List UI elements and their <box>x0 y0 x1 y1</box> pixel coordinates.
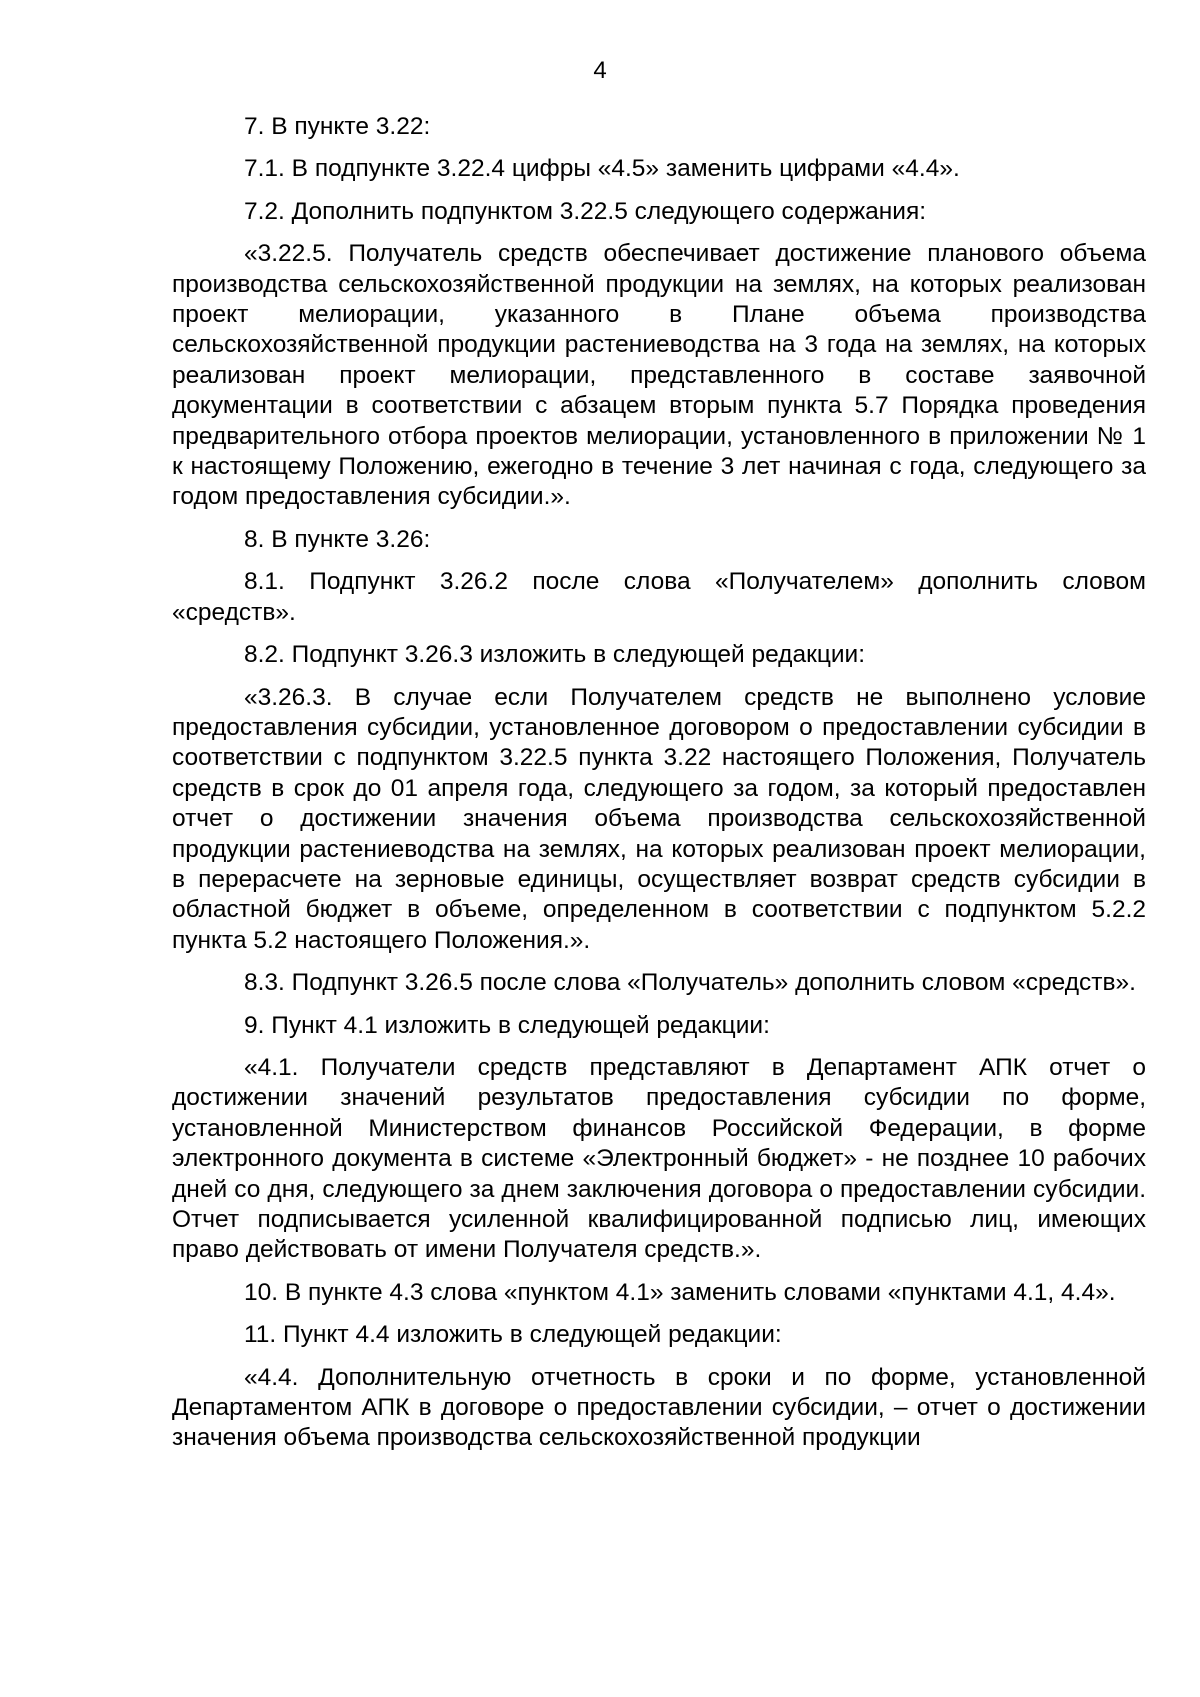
document-body <box>172 112 1146 1466</box>
paragraph-3-22-5: «3.22.5. Получатель средств обеспечивает достижение планового объема производства сельскохозяйственной продукции на землях, на которых реализован проект мелиорации, указанного в Плане объема производства сельскохозяйственной продукции растениеводства на 3 года на землях, на которых реализован проект мелиорации, представленного в составе заявочной документации в соответствии с абзацем вторым пункта 5.7 Порядка проведения предварительного отбора проектов мелиорации, установленного в приложении № 1 к настоящему Положению, ежегодно в течение 3 лет начиная с года, следующего за годом предоставления субсидии.». <box>172 240 1146 511</box>
paragraph-4-4: «4.4. Дополнительную отчетность в сроки и по форме, установленной Департаментом АПК в договоре о предоставлении субсидии, – отчет о достижении значения объема производства сельскохозяйственной продукции <box>172 1363 1146 1452</box>
paragraph-9: 9. Пункт 4.1 изложить в следующей редакции: <box>244 1011 770 1039</box>
paragraph-3-26-3: «3.26.3. В случае если Получателем средств не выполнено условие предоставления субсидии, установленное договором о предоставлении субсидии в соответствии с подпунктом 3.22.5 пункта 3.22 настоящего Положения, Получатель средств в срок до 01 апреля года, следующего за годом, за который предоставлен отчет о достижении значения объема производства сельскохозяйственной продукции растениеводства на землях, на которых реализован проект мелиорации, в перерасчете на зерновые единицы, осуществляет возврат средств субсидии в областной бюджет в объеме, определенном в соответствии с подпунктом 5.2.2 пункта 5.2 настоящего Положения.». <box>172 683 1146 954</box>
page-number: 4 <box>593 57 607 84</box>
paragraph-4-1: «4.1. Получатели средств представляют в Департамент АПК отчет о достижении значений результатов предоставления субсидии по форме, установленной Министерством финансов Российской Федерации, в форме электронного документа в системе «Электронный бюджет» - не позднее 10 рабочих дней со дня, следующего за днем заключения договора о предоставлении субсидии. Отчет подписывается усиленной квалифицированной подписью лиц, имеющих право действовать от имени Получателя средств.». <box>172 1053 1146 1264</box>
paragraph-10: 10. В пункте 4.3 слова «пунктом 4.1» заменить словами «пунктами 4.1, 4.4». <box>244 1278 1116 1306</box>
paragraph-7-1: 7.1. В подпункте 3.22.4 цифры «4.5» заменить цифрами «4.4». <box>244 155 960 183</box>
paragraph-8: 8. В пункте 3.26: <box>244 525 431 553</box>
paragraph-8-1: 8.1. Подпункт 3.26.2 после слова «Получателем» дополнить словом «средств». <box>172 568 1146 626</box>
paragraph-8-2: 8.2. Подпункт 3.26.3 изложить в следующей редакции: <box>244 641 866 669</box>
paragraph-7-2: 7.2. Дополнить подпунктом 3.22.5 следующего содержания: <box>244 197 927 225</box>
paragraph-7: 7. В пункте 3.22: <box>244 113 431 140</box>
paragraph-11: 11. Пункт 4.4 изложить в следующей редакции: <box>244 1321 782 1349</box>
paragraph-8-3: 8.3. Подпункт 3.26.5 после слова «Получатель» дополнить словом «средств». <box>244 969 1136 997</box>
